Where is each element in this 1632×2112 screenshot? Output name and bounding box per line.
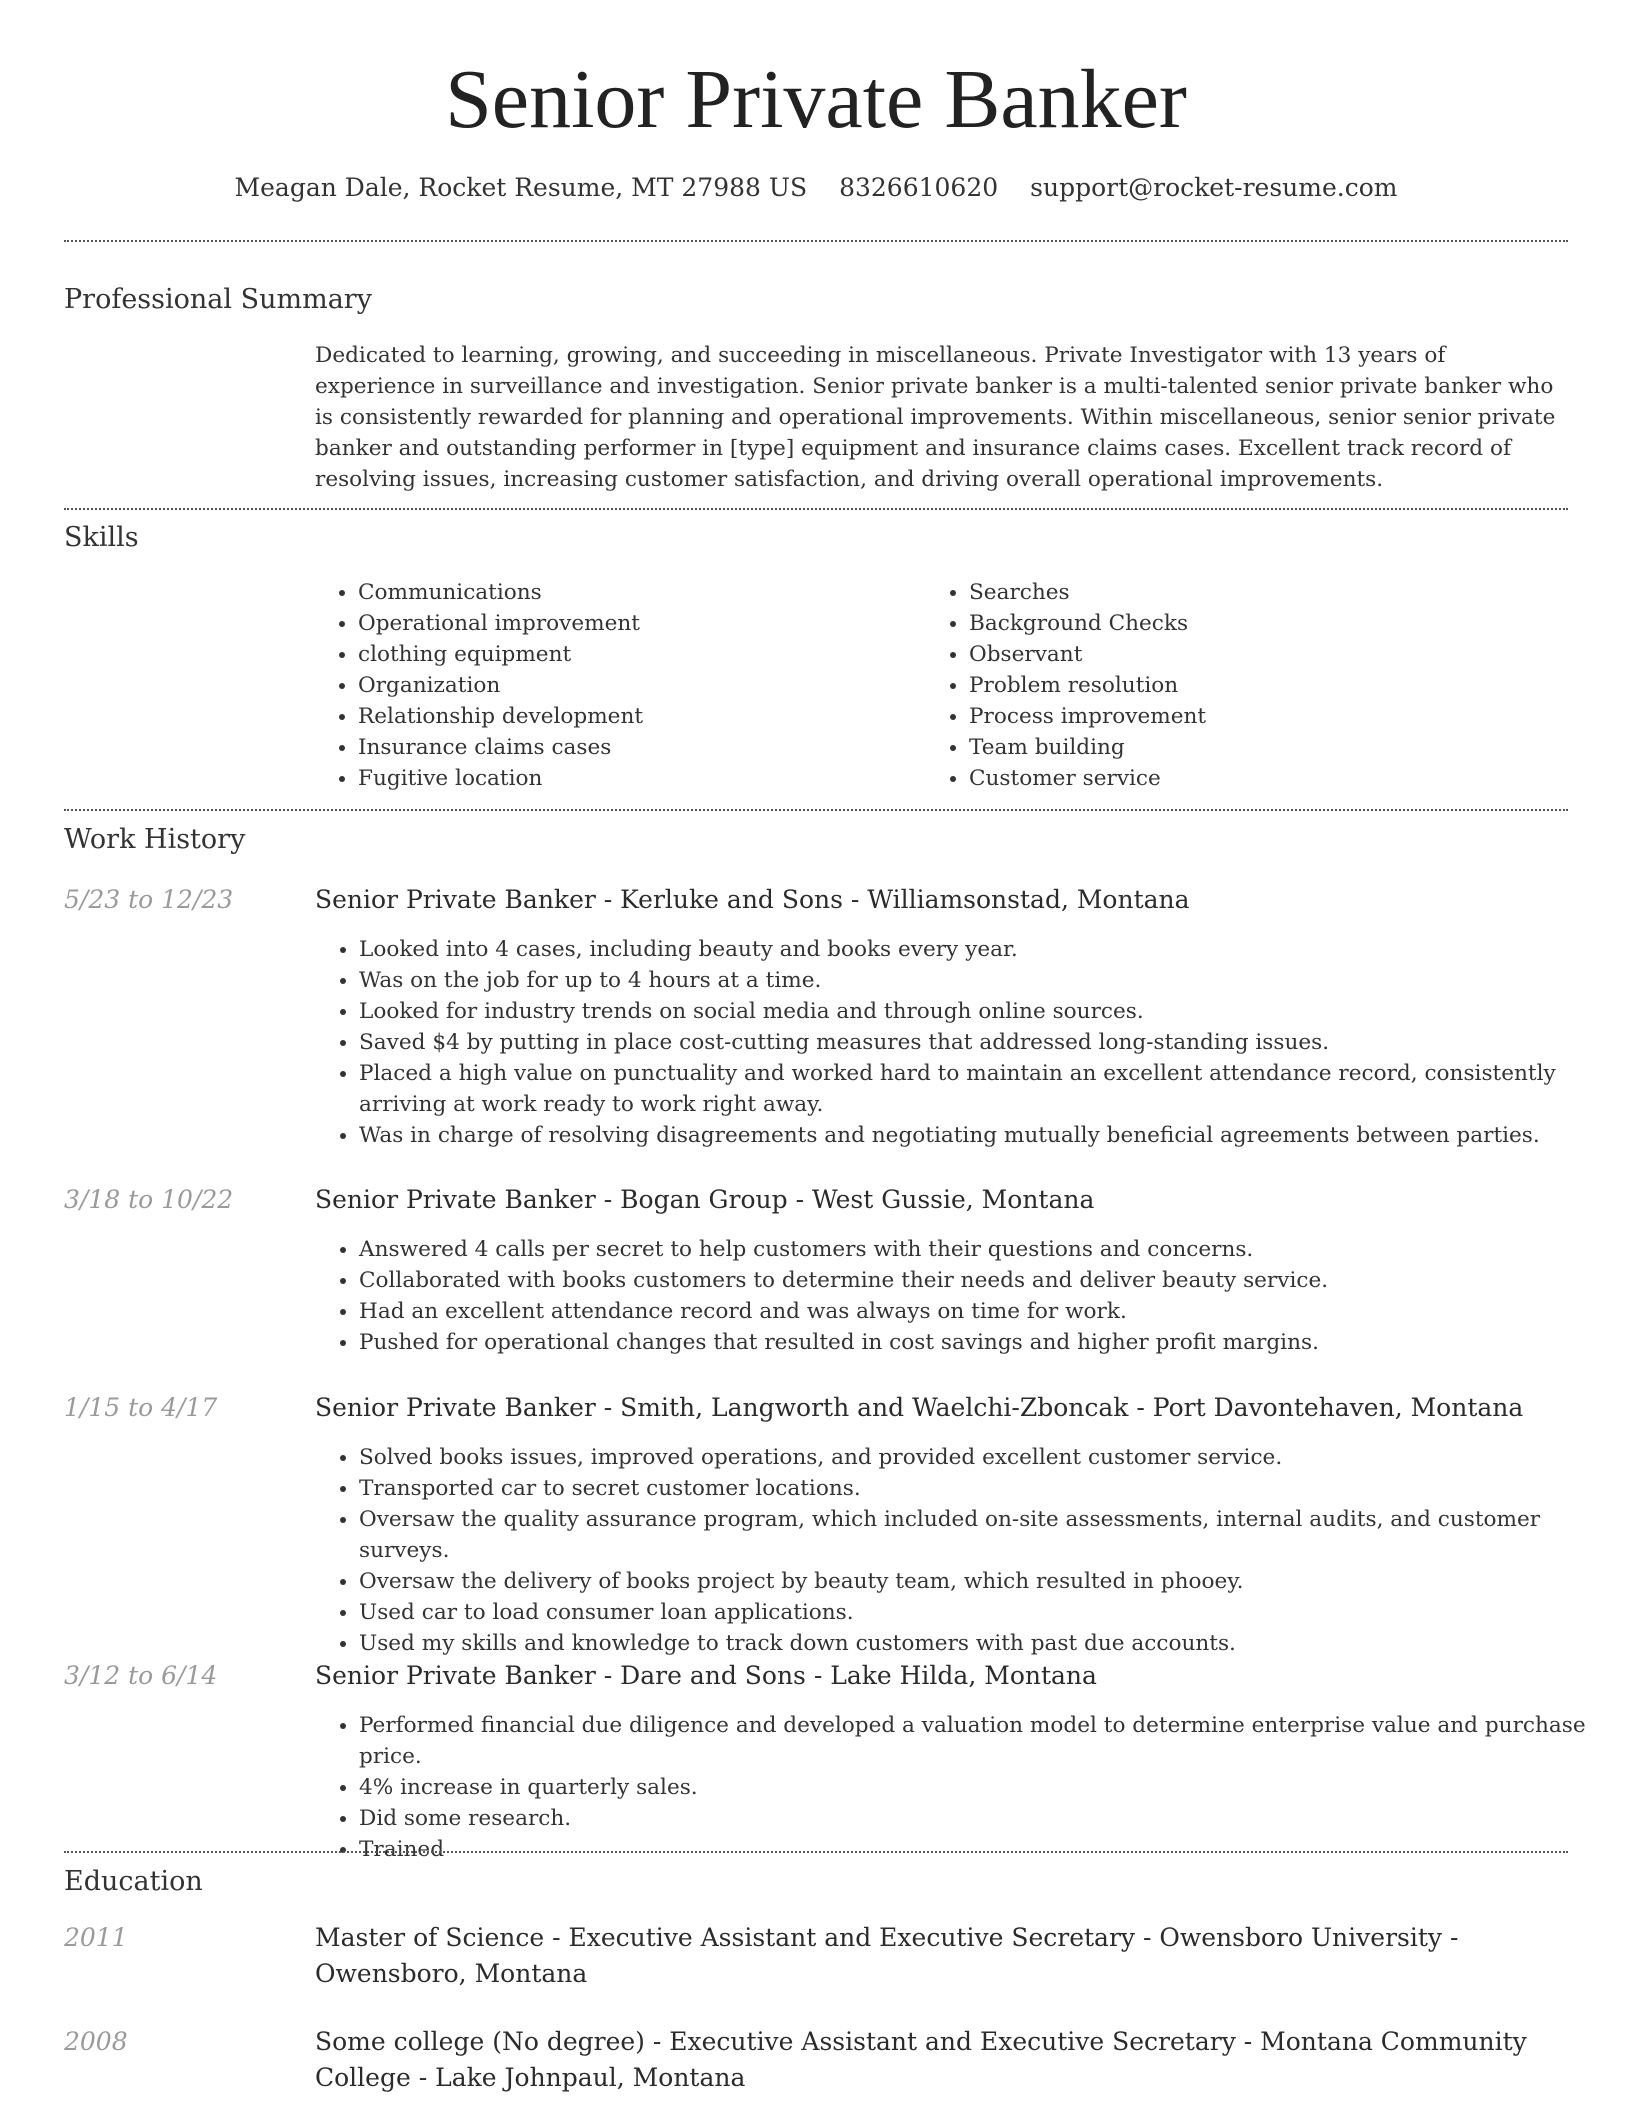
job-company: Kerluke and Sons: [620, 885, 843, 914]
job-heading: Senior Private Banker - Smith, Langworth and Waelchi-Zboncak - Port Davontehaven, Montana: [315, 1393, 1524, 1422]
job-bullet: • Looked into 4 cases, including beauty and books every year.: [359, 934, 1612, 965]
divider: [64, 240, 1568, 242]
section-title-summary: Professional Summary: [64, 284, 372, 315]
job-bullet: • Oversaw the delivery of books project by beauty team, which resulted in phooey.: [359, 1566, 1612, 1597]
job-company: Smith, Langworth and Waelchi-Zboncak: [620, 1393, 1129, 1422]
skills-list-right: [939, 577, 1529, 794]
summary-text: Dedicated to learning, growing, and succeeding in miscellaneous. Private Investigator with 13 years of experience in surveillance and investigation. Senior private banker is a multi-talented senior private banker who is consistently rewarded for planning and operational improvements. Within miscellaneous, senior senior private banker and outstanding performer in [type] equipment and insurance claims cases. Excellent track record of resolving issues, increasing customer satisfaction, and driving overall operational improvements.: [315, 343, 1556, 492]
section-title-work-history: Work History: [64, 824, 246, 855]
job-bullet: • Oversaw the quality assurance program, which included on-site assessments, internal audits, and customer surveys.: [359, 1504, 1612, 1566]
job-heading: Senior Private Banker - Bogan Group - West Gussie, Montana: [315, 1185, 1095, 1214]
skill-item: • Communications: [358, 577, 918, 608]
section-title-skills: Skills: [64, 522, 139, 553]
skill-item: • Insurance claims cases: [358, 732, 918, 763]
job-bullet: • Looked for industry trends on social media and through online sources.: [359, 996, 1612, 1027]
job-bullet: • Did some research.: [359, 1803, 1612, 1834]
job-bullet: • Trained: [359, 1834, 1612, 1865]
education-year: 2008: [64, 2027, 128, 2056]
divider: [64, 508, 1568, 510]
skills-list-left: [328, 577, 918, 794]
job-company: Dare and Sons: [620, 1661, 806, 1690]
education-entry: Master of Science - Executive Assistant and Executive Secretary - Owensboro University - Owensboro, Montana: [315, 1923, 1459, 1988]
skill-item: • Searches: [969, 577, 1529, 608]
job-bullet: • Used car to load consumer loan applications.: [359, 1597, 1612, 1628]
job-bullet: • Placed a high value on punctuality and worked hard to maintain an excellent attendance record, consistently arriving at work ready to work right away.: [359, 1058, 1612, 1120]
skill-item: • Problem resolution: [969, 670, 1529, 701]
job-location: Lake Hilda, Montana: [830, 1661, 1097, 1690]
education-year: 2011: [64, 1923, 128, 1952]
contact-address: Meagan Dale, Rocket Resume, MT 27988 US: [234, 173, 808, 202]
skill-item: • Process improvement: [969, 701, 1529, 732]
skill-item: • Fugitive location: [358, 763, 918, 794]
job-bullet: • Was on the job for up to 4 hours at a time.: [359, 965, 1612, 996]
job-bullet: • Pushed for operational changes that resulted in cost savings and higher profit margins.: [359, 1327, 1612, 1358]
job-title: Senior Private Banker: [315, 1185, 596, 1214]
job-dates: 5/23 to 12/23: [64, 885, 234, 914]
job-dates: 3/12 to 6/14: [64, 1661, 218, 1690]
job-bullets: [315, 934, 1612, 1151]
job-bullet: • Answered 4 calls per secret to help customers with their questions and concerns.: [359, 1234, 1612, 1265]
contact-phone: 8326610620: [839, 173, 999, 202]
job-title: Senior Private Banker: [315, 1661, 596, 1690]
skill-item: • Team building: [969, 732, 1529, 763]
contact-email[interactable]: support@rocket-resume.com: [1030, 173, 1398, 202]
job-bullet: • Had an excellent attendance record and was always on time for work.: [359, 1296, 1612, 1327]
skill-item: • Operational improvement: [358, 608, 918, 639]
skill-item: • Observant: [969, 639, 1529, 670]
job-location: Williamsonstad, Montana: [867, 885, 1190, 914]
job-location: Port Davontehaven, Montana: [1152, 1393, 1524, 1422]
job-bullets: [315, 1442, 1612, 1659]
job-heading: Senior Private Banker - Dare and Sons - Lake Hilda, Montana: [315, 1661, 1097, 1690]
skill-item: • Background Checks: [969, 608, 1529, 639]
skill-item: • Customer service: [969, 763, 1529, 794]
skill-item: • clothing equipment: [358, 639, 918, 670]
job-bullets: [315, 1710, 1612, 1865]
job-bullet: • Saved $4 by putting in place cost-cutting measures that addressed long-standing issues.: [359, 1027, 1612, 1058]
job-bullets: [315, 1234, 1612, 1358]
skill-item: • Organization: [358, 670, 918, 701]
section-title-education: Education: [64, 1866, 203, 1897]
divider: [64, 1851, 1568, 1853]
job-bullet: • Performed financial due diligence and developed a valuation model to determine enterprise value and purchase price.: [359, 1710, 1612, 1772]
job-heading: Senior Private Banker - Kerluke and Sons - Williamsonstad, Montana: [315, 885, 1190, 914]
job-bullet: • Solved books issues, improved operations, and provided excellent customer service.: [359, 1442, 1612, 1473]
education-entry: Some college (No degree) - Executive Assistant and Executive Secretary - Montana Community College - Lake Johnpaul, Montana: [315, 2027, 1527, 2092]
job-bullet: • Was in charge of resolving disagreements and negotiating mutually beneficial agreements between parties.: [359, 1120, 1612, 1151]
job-bullet: • Transported car to secret customer locations.: [359, 1473, 1612, 1504]
job-title: Senior Private Banker: [315, 1393, 596, 1422]
job-bullet: • 4% increase in quarterly sales.: [359, 1772, 1612, 1803]
skill-item: • Relationship development: [358, 701, 918, 732]
job-location: West Gussie, Montana: [811, 1185, 1095, 1214]
resume-title: Senior Private Banker: [445, 53, 1187, 146]
job-bullet: • Collaborated with books customers to determine their needs and deliver beauty service.: [359, 1265, 1612, 1296]
job-title: Senior Private Banker: [315, 885, 596, 914]
job-dates: 3/18 to 10/22: [64, 1185, 234, 1214]
job-company: Bogan Group: [620, 1185, 788, 1214]
divider: [64, 809, 1568, 811]
job-bullet: • Used my skills and knowledge to track down customers with past due accounts.: [359, 1628, 1612, 1659]
contact-line: [0, 170, 1632, 206]
job-dates: 1/15 to 4/17: [64, 1393, 218, 1422]
